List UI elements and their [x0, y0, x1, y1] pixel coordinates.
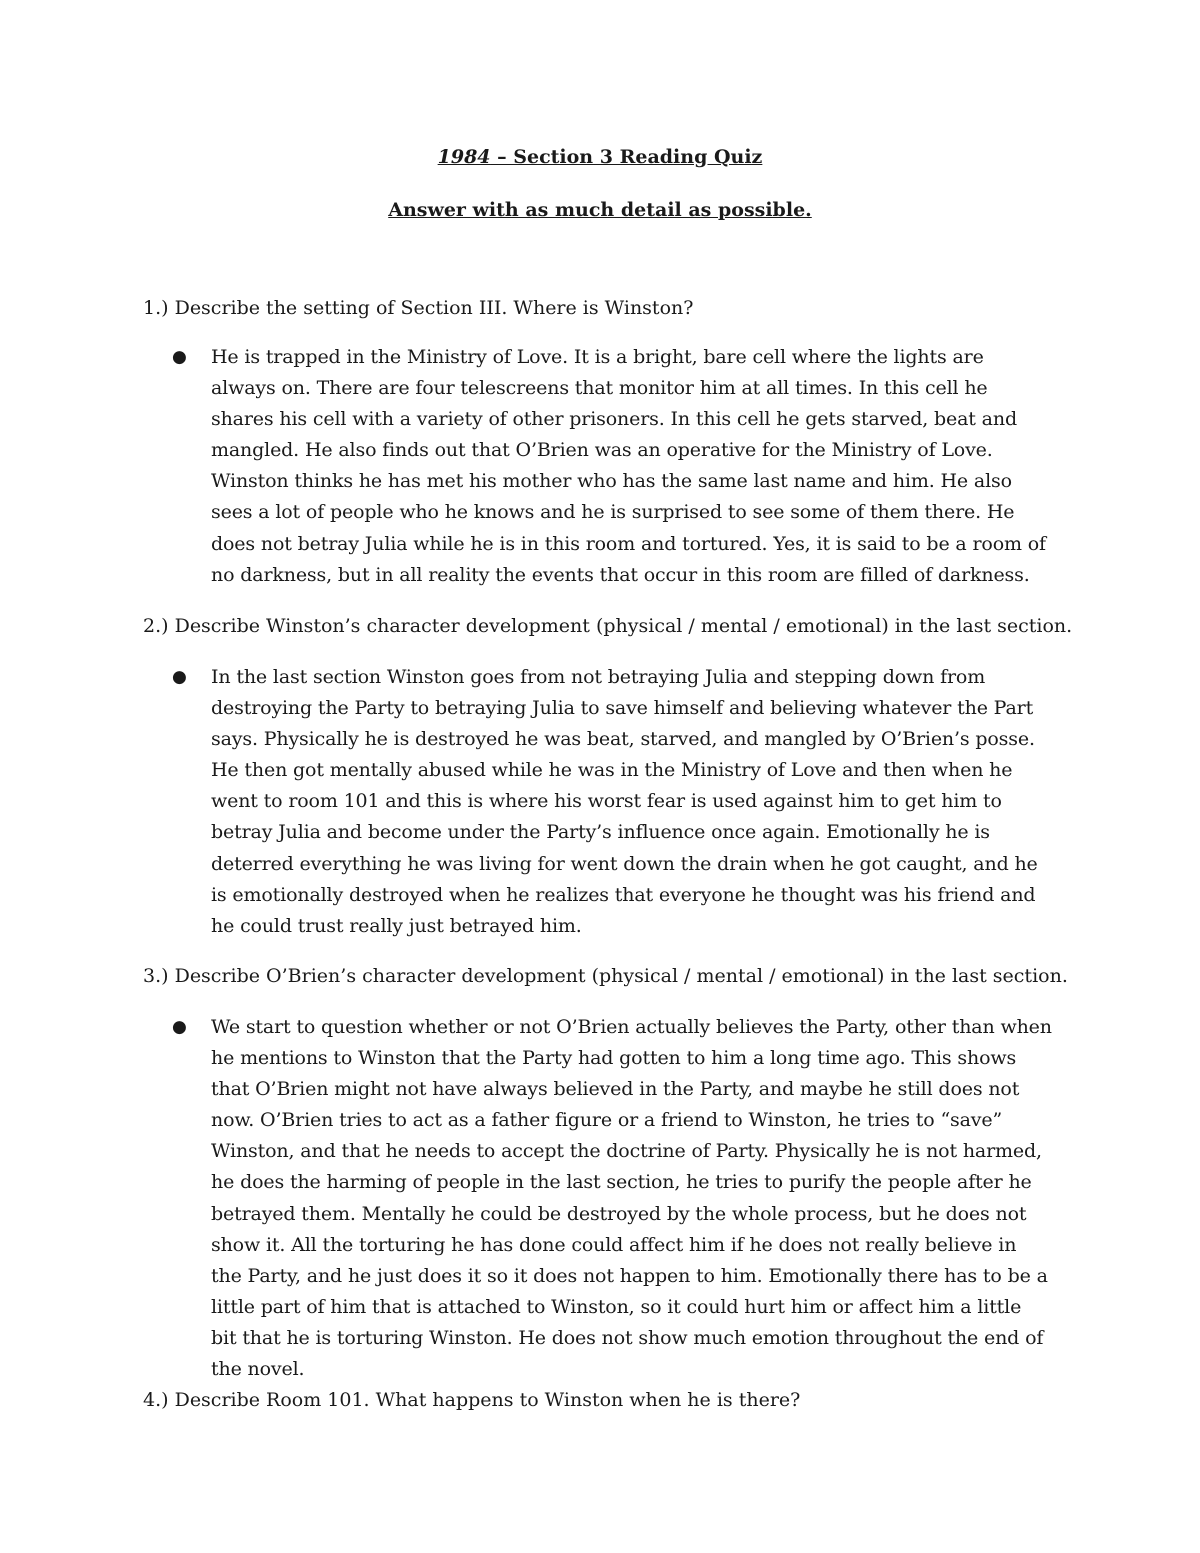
quiz-title: – Section 3 Reading Quiz — [490, 146, 763, 168]
answer-3-text: We start to question whether or not O’Brien actually believes the Party, other than when he mentions to Winston that the Party had gotten to him a long time ago. This shows that O’Brien might not have always believed in the Party, and maybe he still does not now. O’Brien tries to act as a father figure or a friend to Winston, he tries to “save” Winston, and that he needs to accept the doctrine of Party. Physically he is not harmed, he does the harming of people in the last section, he tries to purify the people after he betrayed them. Mentally he could be destroyed by the whole process, but he does not show it. All the torturing he has done could affect him if he does not really believe in the Party, and he just does it so it does not happen to him. Emotionally there has to be a little part of him that is attached to Winston, so it could hurt him or affect him a little bit that he is torturing Winston. He does not show much emotion throughout the end of the novel. — [211, 1016, 1052, 1381]
bullet-icon: ● — [172, 667, 187, 687]
document-title — [0, 143, 1200, 171]
bullet-icon: ● — [172, 347, 187, 367]
answer-1 — [172, 342, 1052, 591]
answer-2-text: In the last section Winston goes from not betraying Julia and stepping down from destroying the Party to betraying Julia to save himself and believing whatever the Part says. Physically he is destroyed he was beat, starved, and mangled by O’Brien’s posse. He then got mentally abused while he was in the Ministry of Love and then when he went to room 101 and this is where his worst fear is used against him to get him to betray Julia and become under the Party’s influence once again. Emotionally he is deterred everything he was living for went down the drain when he got caught, and he is emotionally destroyed when he realizes that everyone he thought was his friend and he could trust really just betrayed him. — [211, 666, 1038, 937]
question-3: 3.) Describe O’Brien’s character development (physical / mental / emotional) in the last section. — [143, 965, 1068, 987]
answer-1-text: He is trapped in the Ministry of Love. It is a bright, bare cell where the lights are always on. There are four telescreens that monitor him at all times. In this cell he shares his cell with a variety of other prisoners. In this cell he gets starved, beat and mangled. He also finds out that O’Brien was an operative for the Ministry of Love. Winston thinks he has met his mother who has the same last name and him. He also sees a lot of people who he knows and he is surprised to see some of them there. He does not betray Julia while he is in this room and tortured. Yes, it is said to be a room of no darkness, but in all reality the events that occur in this room are filled of darkness. — [211, 346, 1046, 586]
question-4: 4.) Describe Room 101. What happens to Winston when he is there? — [143, 1389, 801, 1411]
question-1: 1.) Describe the setting of Section III. Where is Winston? — [143, 297, 694, 319]
book-title: 1984 — [437, 146, 491, 168]
answer-2 — [172, 662, 1052, 942]
question-2: 2.) Describe Winston’s character development (physical / mental / emotional) in the last section. — [143, 615, 1073, 637]
bullet-icon: ● — [172, 1017, 187, 1037]
answer-3 — [172, 1012, 1052, 1385]
instructions: Answer with as much detail as possible. — [388, 199, 812, 221]
